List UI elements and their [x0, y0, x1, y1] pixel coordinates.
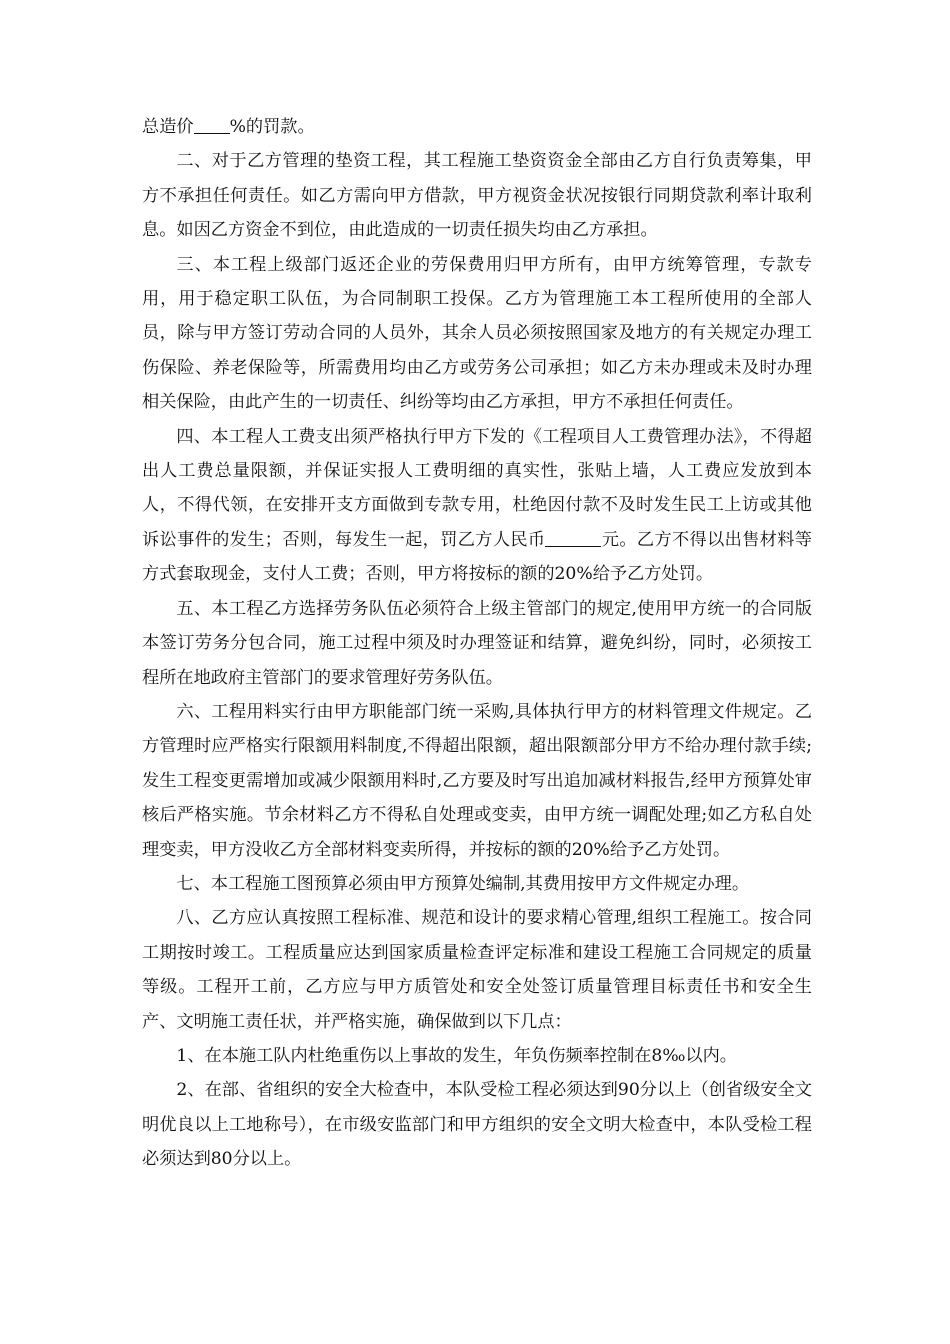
clause-2-paragraph: 二、对于乙方管理的垫资工程，其工程施工垫资资金全部由乙方自行负责筹集，甲方不承担任何责任。如乙方需向甲方借款，甲方视资金状况按银行同期贷款利率计取利息。如因乙方资金不到位，由此造成的一切责任损失均由乙方承担。	[142, 151, 812, 241]
clause-8-paragraph: 八、乙方应认真按照工程标准、规范和设计的要求精心管理,组织工程施工。按合同工期按时竣工。工程质量应达到国家质量检查评定标准和建设工程施工合同规定的质量等级。工程开工前，乙方应与甲方质管处和安全处签订质量管理目标责任书和安全生产、文明施工责任状，并严格实施，确保做到以下几点：	[142, 908, 812, 1032]
text-segment: %的罚款。	[229, 117, 315, 137]
clause-6-paragraph: 六、工程用料实行由甲方职能部门统一采购,具体执行甲方的材料管理文件规定。乙方管理时应严格实行限额用料制度,不得超出限额，超出限额部分甲方不给办理付款手续;发生工程变更需增加或减少限额用料时,乙方要及时写出追加减材料报告,经甲方预算处审核后严格实施。节余材料乙方不得私自处理或变卖，由甲方统一调配处理;如乙方私自处理变卖，甲方没收乙方全部材料变卖所得，并按标的额的20%给予乙方处罚。	[142, 701, 812, 860]
clause-7-paragraph: 七、本工程施工图预算必须由甲方预算处编制,其费用按甲方文件规定办理。	[176, 873, 750, 894]
text-segment: 四、本工程人工费支出须严格执行甲方下发的《工程项目人工费管理办法》，不得超出人工费总量限额，并保证实报人工费明细的真实性，张贴上墙，人工费应发放到本人，不得代领，在安排开支方面做到专款专用，杜绝因付款不及时发生民工上访或其他诉讼事件的发生；否则，每发生一起，罚乙方人民币	[142, 426, 812, 550]
document-page	[142, 110, 812, 1177]
list-item-2: 2、在部、省组织的安全大检查中，本队受检工程必须达到90分以上（创省级安全文明优良以上工地称号），在市级安监部门和甲方组织的安全文明大检查中，本队受检工程必须达到80分以上。	[142, 1080, 812, 1170]
paragraph-penalty-tail	[142, 110, 812, 144]
fill-in-blank	[545, 528, 601, 547]
clause-5-paragraph: 五、本工程乙方选择劳务队伍必须符合上级主管部门的规定,使用甲方统一的合同版本签订劳务分包合同，施工过程中须及时办理签证和结算，避免纠纷，同时，必须按工程所在地政府主管部门的要求管理好劳务队伍。	[142, 598, 812, 688]
text-segment: 元。乙方不得以出售材料等方式套取现金，支付人工费；否则，甲方将按标的额的20%给予乙方处罚。	[142, 529, 812, 585]
clause-3-paragraph: 三、本工程上级部门返还企业的劳保费用归甲方所有，由甲方统筹管理，专款专用，用于稳定职工队伍，为合同制职工投保。乙方为管理施工本工程所使用的全部人员，除与甲方签订劳动合同的人员外，其余人员必须按照国家及地方的有关规定办理工伤保险、养老保险等，所需费用均由乙方或劳务公司承担；如乙方未办理或未及时办理相关保险，由此产生的一切责任、纠纷等均由乙方承担，甲方不承担任何责任。	[142, 254, 812, 413]
fill-in-blank	[194, 115, 230, 134]
list-item-1: 1、在本施工队内杜绝重伤以上事故的发生，年负伤频率控制在8‰以内。	[176, 1045, 737, 1066]
text-segment: 总造价	[142, 117, 194, 137]
clause-4-paragraph	[142, 420, 812, 592]
